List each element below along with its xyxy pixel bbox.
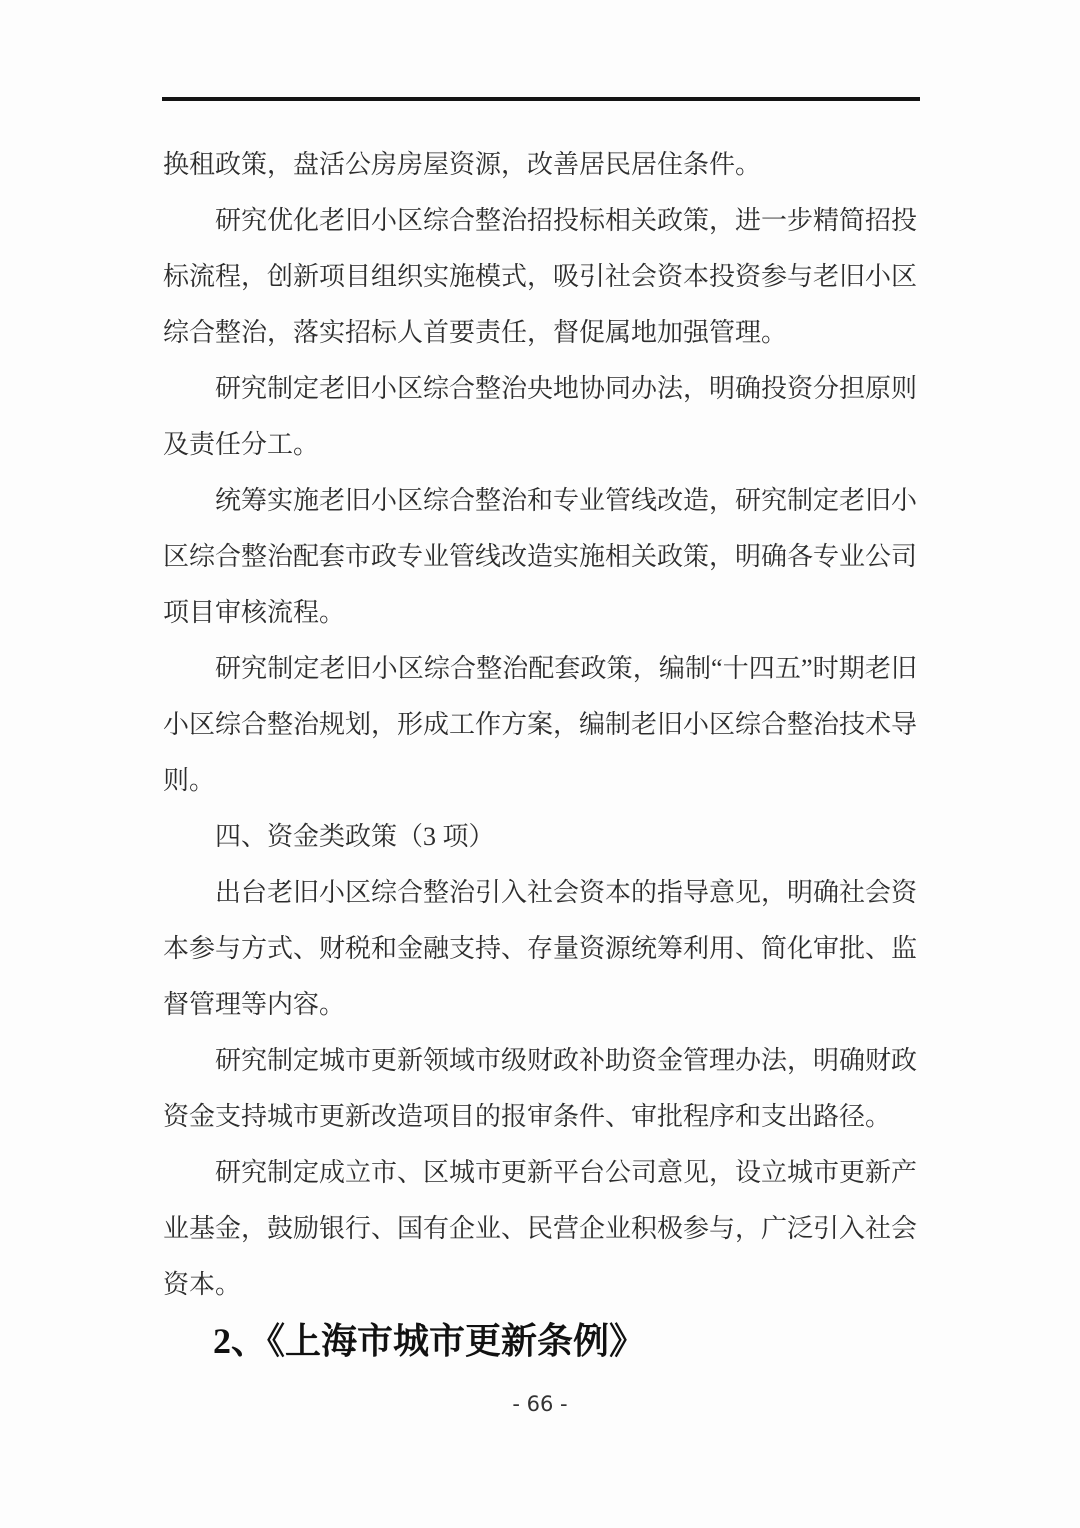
body-paragraph: 出台老旧小区综合整治引入社会资本的指导意见，明确社会资本参与方式、财税和金融支持、存量资源统筹利用、简化审批、监督管理等内容。 xyxy=(163,878,918,1019)
chapter-heading: 2、《上海市城市更新条例》 xyxy=(213,1321,646,1361)
body-paragraph: 换租政策，盘活公房房屋资源，改善居民居住条件。 xyxy=(163,150,762,179)
body-paragraph: 研究制定成立市、区城市更新平台公司意见，设立城市更新产业基金，鼓励银行、国有企业、民营企业积极参与，广泛引入社会资本。 xyxy=(163,1158,918,1299)
header-rule xyxy=(162,97,920,101)
body-paragraph: 统筹实施老旧小区综合整治和专业管线改造，研究制定老旧小区综合整治配套市政专业管线改造实施相关政策，明确各专业公司项目审核流程。 xyxy=(163,486,918,627)
page-number: - 66 - xyxy=(512,1392,568,1416)
body-paragraph: 研究制定老旧小区综合整治配套政策，编制“十四五”时期老旧小区综合整治规划，形成工作方案，编制老旧小区综合整治技术导则。 xyxy=(163,654,918,795)
body-paragraph: 研究优化老旧小区综合整治招投标相关政策，进一步精简招投标流程，创新项目组织实施模式，吸引社会资本投资参与老旧小区综合整治，落实招标人首要责任，督促属地加强管理。 xyxy=(163,206,918,347)
document-body xyxy=(163,137,917,1369)
body-paragraph: 研究制定城市更新领域市级财政补助资金管理办法，明确财政资金支持城市更新改造项目的报审条件、审批程序和支出路径。 xyxy=(163,1046,918,1131)
section-heading: 四、资金类政策（3 项） xyxy=(215,822,495,851)
body-paragraph: 研究制定老旧小区综合整治央地协同办法，明确投资分担原则及责任分工。 xyxy=(163,374,918,459)
